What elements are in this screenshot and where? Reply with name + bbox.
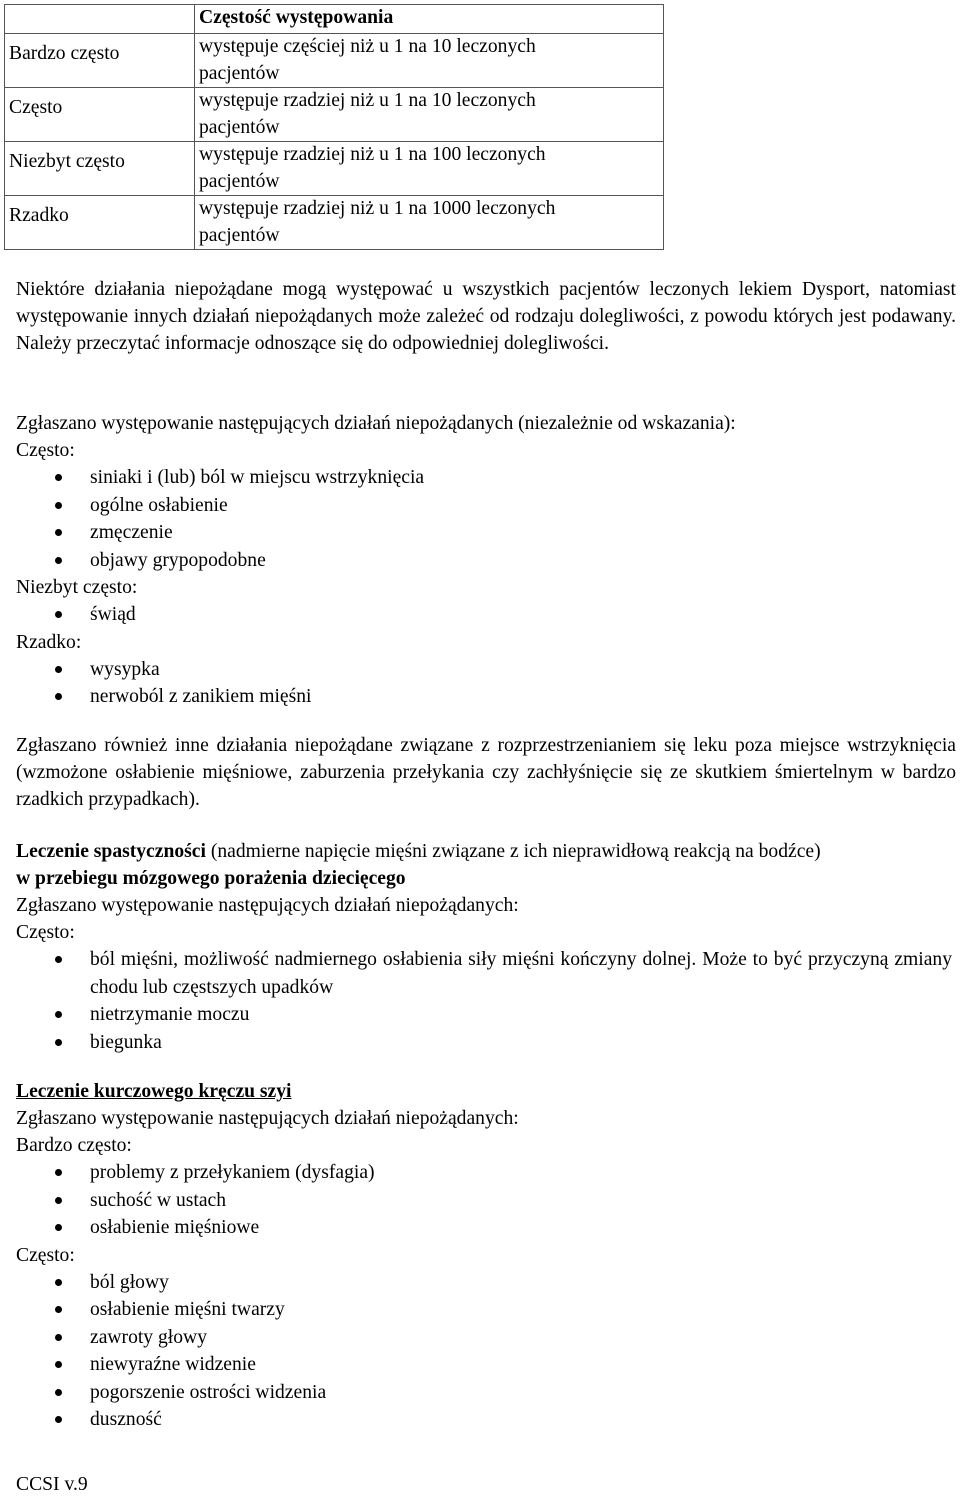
table-header: Częstość występowania (195, 5, 664, 34)
list-item: wysypka (16, 656, 956, 684)
section-title-normal: (nadmierne napięcie mięśni związane z ich nieprawidłową reakcją na bodźce) (205, 841, 821, 862)
section-title: Leczenie kurczowego kręczu szyi (16, 1081, 292, 1102)
uncommon-effects-list (16, 601, 956, 629)
section-title (16, 838, 956, 865)
list-item: zawroty głowy (16, 1324, 956, 1352)
list-item: ból mięśni, możliwość nadmiernego osłabienia siły mięśni kończyny dolnej. Może to być przyczyną zmiany chodu lub częstszych upadków (16, 946, 956, 1001)
intro-section (16, 276, 956, 357)
spread-section (16, 732, 956, 813)
frequency-desc-cont: pacjentów (199, 62, 280, 84)
bullet-icon (55, 1197, 62, 1204)
list-item: zmęczenie (16, 519, 956, 547)
frequency-desc: występuje częściej niż u 1 na 10 leczonych (199, 36, 536, 57)
list-item: problemy z przełykaniem (dysfagia) (16, 1159, 956, 1187)
frequency-desc: występuje rzadziej niż u 1 na 100 leczonych (199, 144, 546, 165)
table-row (5, 196, 664, 250)
frequency-desc: występuje rzadziej niż u 1 na 1000 leczonych (199, 198, 556, 219)
table-header-row (5, 5, 664, 34)
bullet-icon (55, 1039, 62, 1046)
list-item: nerwoból z zanikiem mięśni (16, 683, 956, 711)
list-item: suchość w ustach (16, 1187, 956, 1215)
list-item: osłabienie mięśni twarzy (16, 1296, 956, 1324)
frequency-label: Często (9, 97, 63, 118)
document-version-footer: CCSI v.9 (16, 1474, 88, 1495)
list-item: siniaki i (lub) ból w miejscu wstrzyknięcia (16, 464, 956, 492)
frequency-desc-cont: pacjentów (199, 224, 280, 246)
spasticity-effects-list (16, 946, 956, 1056)
frequency-category-common: Często: (16, 922, 75, 943)
common-effects-list (16, 1269, 956, 1434)
bullet-icon (55, 1306, 62, 1313)
general-effects-section (16, 410, 956, 711)
reported-text: Zgłaszano występowanie następujących działań niepożądanych: (16, 895, 519, 916)
frequency-label: Bardzo często (9, 43, 120, 64)
bullet-icon (55, 666, 62, 673)
torticollis-section (16, 1078, 956, 1434)
spasticity-section (16, 838, 956, 1056)
table-row (5, 88, 664, 142)
bullet-icon (55, 1334, 62, 1341)
bullet-icon (55, 693, 62, 700)
list-item: ogólne osłabienie (16, 492, 956, 520)
bullet-icon (55, 956, 62, 963)
frequency-desc-cont: pacjentów (199, 116, 280, 138)
bullet-icon (55, 502, 62, 509)
bullet-icon (55, 1011, 62, 1018)
section-title-cont: w przebiegu mózgowego porażenia dziecięcego (16, 868, 406, 889)
table-row (5, 142, 664, 196)
list-item: objawy grypopodobne (16, 547, 956, 575)
section-heading: Zgłaszano występowanie następujących działań niepożądanych (niezależnie od wskazania): (16, 413, 736, 434)
frequency-category-very-common: Bardzo często: (16, 1135, 132, 1156)
frequency-desc: występuje rzadziej niż u 1 na 10 leczonych (199, 90, 536, 111)
bullet-icon (55, 557, 62, 564)
list-item: pogorszenie ostrości widzenia (16, 1379, 956, 1407)
bullet-icon (55, 611, 62, 618)
bullet-icon (55, 1361, 62, 1368)
reported-text: Zgłaszano występowanie następujących działań niepożądanych: (16, 1108, 519, 1129)
bullet-icon (55, 1279, 62, 1286)
common-effects-list (16, 464, 956, 574)
table-row (5, 34, 664, 88)
bullet-icon (55, 1389, 62, 1396)
frequency-desc-cont: pacjentów (199, 170, 280, 192)
list-item: ból głowy (16, 1269, 956, 1297)
bullet-icon (55, 529, 62, 536)
list-item: duszność (16, 1406, 956, 1434)
spread-paragraph: Zgłaszano również inne działania niepożądane związane z rozprzestrzenianiem się leku poza miejsce wstrzyknięcia (wzmożone osłabienie mięśniowe, zaburzenia przełykania czy zachłyśnięcie się ze skutkiem śmiertelnym w bardzo rzadkich przypadkach). (16, 735, 956, 810)
section-title-bold: Leczenie spastyczności (16, 841, 206, 862)
frequency-category-uncommon: Niezbyt często: (16, 577, 138, 598)
list-item: osłabienie mięśniowe (16, 1214, 956, 1242)
frequency-category-common: Często: (16, 1244, 75, 1266)
intro-paragraph: Niektóre działania niepożądane mogą występować u wszystkich pacjentów leczonych lekiem Dysport, natomiast występowanie innych działań niepożądanych może zależeć od rodzaju dolegliwości, z powodu których jest podawany. Należy przeczytać informacje odnoszące się do odpowiedniej dolegliwości. (16, 279, 956, 354)
list-item: niewyraźne widzenie (16, 1351, 956, 1379)
rare-effects-list (16, 656, 956, 711)
list-item: biegunka (16, 1029, 956, 1057)
list-item: nietrzymanie moczu (16, 1001, 956, 1029)
frequency-category-common: Często: (16, 440, 75, 461)
very-common-effects-list (16, 1159, 956, 1242)
bullet-icon (55, 1169, 62, 1176)
frequency-table (4, 4, 664, 250)
frequency-label: Niezbyt często (9, 151, 125, 172)
list-item: świąd (16, 601, 956, 629)
bullet-icon (55, 1416, 62, 1423)
frequency-category-rare: Rzadko: (16, 631, 82, 653)
bullet-icon (55, 1224, 62, 1231)
table-header-empty (5, 5, 195, 34)
bullet-icon (55, 474, 62, 481)
frequency-label: Rzadko (9, 205, 69, 226)
